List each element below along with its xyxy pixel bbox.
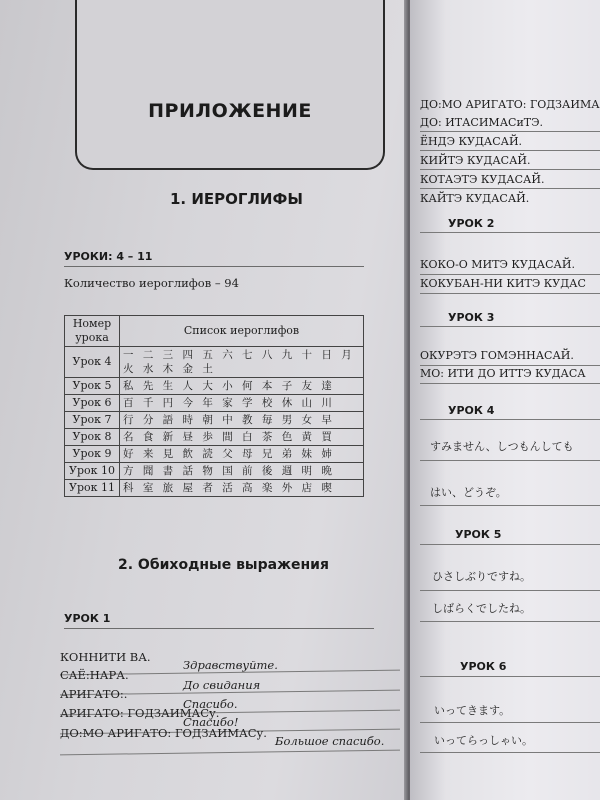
- table-row: [65, 480, 364, 497]
- kanji-cell: 方 聞 書 話 物 国 前 後 週 明 晩: [120, 463, 364, 480]
- lessons-range: УРОКИ: 4 – 11: [64, 250, 153, 263]
- writing-line: [420, 590, 600, 591]
- lesson-cell: Урок 4: [65, 347, 120, 378]
- phrase-line: КОТАЭТЭ КУДАСАЙ.: [420, 173, 545, 186]
- writing-line: [420, 169, 600, 170]
- kanji-cell: 行 分 語 時 朝 中 教 毎 男 女 早: [120, 412, 364, 429]
- lesson1-heading: УРОК 1: [64, 612, 111, 625]
- phrase-line: КОКУБАН-НИ КИТЭ КУДАС: [420, 277, 586, 290]
- phrase-line: ДО: ИТАСИМАСиТЭ.: [420, 116, 544, 129]
- lesson2-heading: УРОК 2: [448, 217, 495, 230]
- writing-line: [420, 274, 600, 275]
- phrase-line: ひさしぶりですね。: [432, 570, 531, 583]
- right-page: [410, 0, 600, 800]
- divider: [420, 232, 600, 233]
- writing-line: [420, 460, 600, 461]
- kanji-cell: 百 千 円 今 年 家 学 校 休 山 川: [120, 395, 364, 412]
- phrase-jp: КОННИТИ ВА.: [60, 650, 151, 664]
- kanji-table: [64, 315, 364, 497]
- lesson6-heading: УРОК 6: [460, 660, 507, 673]
- kanji-cell: 一 二 三 四 五 六 七 八 九 十 日 月 火 水 木 金 土: [120, 347, 364, 378]
- writing-line: [420, 505, 600, 506]
- appendix-header-box: [75, 0, 385, 170]
- kanji-cell: 好 来 見 飲 読 父 母 兄 弟 妹 姉: [120, 446, 364, 463]
- phrase-line: いってきます。: [434, 704, 511, 717]
- phrase-line: ОКУРЭТЭ ГОМЭННАСАЙ.: [420, 349, 574, 362]
- table-row: [65, 446, 364, 463]
- section1-title: 1. ИЕРОГЛИФЫ: [170, 190, 303, 208]
- phrase-line: いってらっしゃい。: [434, 734, 533, 747]
- phrase-line: КОКО-О МИТЭ КУДАСАЙ.: [420, 258, 575, 271]
- phrase-ru: Спасибо!: [183, 715, 239, 729]
- writing-line: [420, 621, 600, 622]
- phrase-jp: АРИГАТО: ГОДЗАИМАСу.: [60, 706, 220, 720]
- writing-line: [60, 750, 400, 756]
- writing-line: [420, 383, 600, 384]
- phrase-jp: ДО:МО АРИГАТО: ГОДЗАИМАСу.: [60, 726, 267, 740]
- table-header-row: [65, 316, 364, 347]
- phrase-line: МО: ИТИ ДО ИТТЭ КУДАСА: [420, 367, 586, 380]
- phrase-line: しばらくでしたね。: [432, 602, 531, 615]
- lesson-cell: Урок 9: [65, 446, 120, 463]
- lesson-cell: Урок 8: [65, 429, 120, 446]
- divider: [420, 676, 600, 677]
- divider: [420, 326, 600, 327]
- lesson-cell: Урок 10: [65, 463, 120, 480]
- lesson-cell: Урок 7: [65, 412, 120, 429]
- kanji-cell: 名 食 新 昼 歩 間 白 茶 色 黄 買: [120, 429, 364, 446]
- divider: [420, 419, 600, 420]
- phrase-ru: До свидания: [183, 678, 261, 692]
- divider: [64, 628, 374, 629]
- table-row: [65, 412, 364, 429]
- phrase-ru: Большое спасибо.: [275, 734, 385, 748]
- lesson-cell: Урок 6: [65, 395, 120, 412]
- phrase-jp: АРИГАТО:.: [60, 687, 128, 701]
- lesson-cell: Урок 5: [65, 378, 120, 395]
- table-row: [65, 347, 364, 378]
- lesson4-heading: УРОК 4: [448, 404, 495, 417]
- writing-line: [420, 131, 600, 132]
- phrase-line: ДО:МО АРИГАТО: ГОДЗАИМА: [420, 98, 600, 111]
- lesson3-heading: УРОК 3: [448, 311, 495, 324]
- table-row: [65, 429, 364, 446]
- phrase-ru: Здравствуйте.: [183, 658, 278, 672]
- table-row: [65, 378, 364, 395]
- phrase-line: КИЙТЭ КУДАСАЙ.: [420, 154, 531, 167]
- phrase-line: КАЙТЭ КУДАСАЙ.: [420, 192, 530, 205]
- writing-line: [420, 722, 600, 723]
- phrase-line: ЁНДЭ КУДАСАЙ.: [420, 135, 523, 148]
- divider: [64, 266, 364, 267]
- section2-title: 2. Обиходные выражения: [118, 557, 329, 573]
- table-row: [65, 463, 364, 480]
- writing-line: [420, 752, 600, 753]
- col-kanji-header: Список иероглифов: [120, 316, 364, 347]
- phrase-line: すみません、しつもんしても: [430, 440, 574, 453]
- phrase-line: はい、どうぞ。: [430, 486, 507, 499]
- lesson5-heading: УРОК 5: [455, 528, 502, 541]
- appendix-title: ПРИЛОЖЕНИЕ: [148, 100, 312, 122]
- writing-line: [420, 365, 600, 366]
- writing-line: [420, 188, 600, 189]
- writing-line: [420, 150, 600, 151]
- phrase-jp: САЁ:НАРА.: [60, 668, 129, 682]
- col-lesson-header: Номер урока: [65, 316, 120, 347]
- writing-line: [420, 293, 600, 294]
- phrase-ru: Спасибо.: [183, 697, 238, 711]
- kanji-cell: 私 先 生 人 大 小 何 本 子 友 達: [120, 378, 364, 395]
- table-row: [65, 395, 364, 412]
- lesson-cell: Урок 11: [65, 480, 120, 497]
- kanji-count: Количество иероглифов – 94: [64, 276, 239, 290]
- divider: [420, 544, 600, 545]
- kanji-cell: 科 室 旅 屋 者 活 高 楽 外 店 喫: [120, 480, 364, 497]
